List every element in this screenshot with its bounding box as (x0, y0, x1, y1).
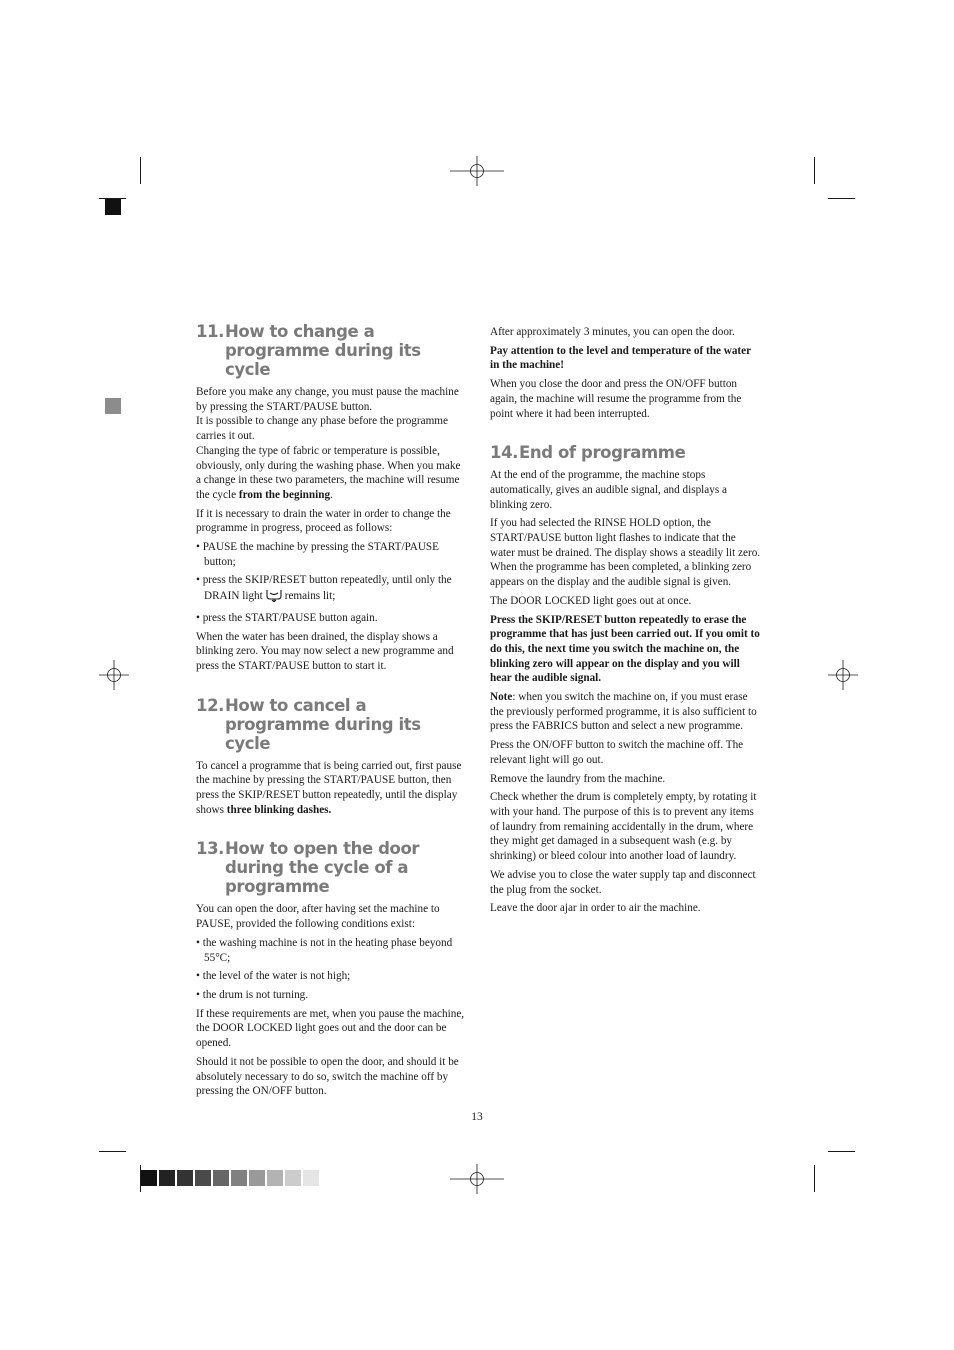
color-swatch (285, 1170, 301, 1186)
emphasis: from the beginning (238, 488, 331, 501)
color-swatch (195, 1170, 211, 1186)
section-12-heading (196, 696, 468, 753)
paragraph: You can open the door, after having set the machine to PAUSE, provided the following conditions exist: (196, 903, 440, 931)
list-item: • the drum is not turning. (196, 988, 309, 1001)
color-swatch (141, 1170, 157, 1186)
list-item: • PAUSE the machine by pressing the START/PAUSE button; (196, 541, 439, 568)
section-number: 12. (196, 695, 225, 715)
color-swatch (249, 1170, 265, 1186)
registration-crosshair-icon (828, 660, 858, 690)
crop-mark (814, 157, 815, 184)
paragraph: It is possible to change any phase before the programme carries it out. (196, 415, 448, 443)
paragraph: The DOOR LOCKED light goes out at once. (490, 594, 692, 607)
left-column (196, 322, 468, 1103)
emphasis: Pay attention to the level and temperature of the water in the machine! (490, 344, 751, 372)
paragraph: To cancel a programme that is being carried out, first pause the machine by pressing the START/PAUSE button, then press the SKIP/RESET button repeatedly, until the display shows three blinking dashes. (196, 759, 462, 816)
emphasis: Press the SKIP/RESET button repeatedly to erase the programme that has just been carried out. If you omit to do this, the next time you switch the machine on, the blinking zero will appear on the display and you will hear the audible signal. (490, 613, 760, 685)
page-number: 13 (471, 1111, 483, 1123)
right-column (490, 325, 762, 920)
section-14 (490, 443, 762, 916)
paragraph: At the end of the programme, the machine stops automatically, gives an audible signal, and displays a blinking zero. (490, 469, 727, 511)
registration-crosshair-icon (450, 156, 504, 186)
emphasis: three blinking dashes. (226, 803, 332, 816)
crop-mark (814, 1165, 815, 1192)
crop-mark (99, 1151, 126, 1152)
crop-mark (140, 157, 141, 184)
section-11-heading (196, 322, 468, 379)
section-14-heading (490, 443, 762, 462)
paragraph: If you had selected the RINSE HOLD option, the START/PAUSE button light flashes to indicate that the water must be drained. The display shows a steadily lit zero. (490, 517, 761, 559)
paragraph: When the programme has been completed, a blinking zero appears on the display and the audible signal is given. (490, 561, 752, 589)
crop-mark (828, 1151, 855, 1152)
section-title: How to change a programme during its cycle (225, 322, 421, 379)
registration-gray-square (105, 398, 121, 414)
color-swatch (177, 1170, 193, 1186)
section-number: 14. (490, 443, 519, 463)
list-item: • the level of the water is not high; (196, 970, 351, 983)
section-12 (196, 696, 468, 818)
paragraph: Press the ON/OFF button to switch the machine off. The relevant light will go out. (490, 739, 744, 766)
paragraph: If it is necessary to drain the water in order to change the programme in progress, proceed as follows: (196, 507, 451, 535)
section-number: 11. (196, 322, 225, 341)
paragraph: Remove the laundry from the machine. (490, 772, 666, 785)
list-item: • the washing machine is not in the heating phase beyond 55°C; (196, 936, 453, 964)
color-swatch (267, 1170, 283, 1186)
registration-crosshair-icon (450, 1164, 504, 1194)
paragraph: When the water has been drained, the display shows a blinking zero. You may now select a new programme and press the START/PAUSE button to start it. (196, 630, 454, 672)
paragraph: Should it not be possible to open the door, and should it be absolutely necessary to do so, switch the machine off by pressing the ON/OFF button. (196, 1055, 459, 1098)
color-calibration-bar (141, 1170, 319, 1186)
section-11 (196, 322, 468, 674)
paragraph: If these requirements are met, when you pause the machine, the DOOR LOCKED light goes out and the door can be opened. (196, 1007, 465, 1050)
registration-crosshair-icon (99, 660, 129, 690)
color-swatch (303, 1170, 319, 1186)
list-item: • press the SKIP/RESET button repeatedly, until only the DRAIN light remains lit; (196, 574, 452, 603)
drain-icon (266, 588, 282, 602)
list-item: • press the START/PAUSE button again. (196, 611, 378, 624)
note-label: Note (490, 691, 513, 704)
section-number: 13. (196, 839, 225, 859)
color-swatch (213, 1170, 229, 1186)
paragraph (490, 613, 762, 687)
paragraph: Before you make any change, you must pause the machine by pressing the START/PAUSE button. (196, 386, 459, 413)
section-13-heading (196, 839, 468, 896)
section-13 (196, 839, 468, 1098)
paragraph: After approximately 3 minutes, you can open the door. (490, 326, 735, 338)
paragraph: Check whether the drum is completely empty, by rotating it with your hand. The purpose of this is to prevent any items of laundry from remaining accidentally in the drum, where they might get damaged in a subsequent wash (e.g. by shrinking) or bleed colour into another load of laundry. (490, 791, 757, 863)
paragraph: We advise you to close the water supply tap and disconnect the plug from the socket. (490, 868, 756, 896)
section-title: End of programme (519, 443, 686, 463)
crop-mark (828, 198, 855, 199)
paragraph: Leave the door ajar in order to air the machine. (490, 902, 701, 915)
color-swatch (159, 1170, 175, 1186)
paragraph (490, 344, 762, 373)
section-title: How to cancel a programme during its cycle (225, 695, 421, 753)
paragraph: Changing the type of fabric or temperature is possible, obviously, only during the washing phase. When you make a change in these two parameters, the machine will resume the cycle from the beginning. (196, 444, 461, 501)
registration-black-square (105, 199, 121, 215)
color-swatch (231, 1170, 247, 1186)
paragraph: When you close the door and press the ON/OFF button again, the machine will resume the programme from the point where it had been interrupted. (490, 378, 742, 420)
section-title: How to open the door during the cycle of a programme (225, 839, 420, 897)
paragraph: Note: when you switch the machine on, if you must erase the previously performed programme, it is also sufficient to press the FABRICS button and select a new programme. (490, 691, 757, 733)
